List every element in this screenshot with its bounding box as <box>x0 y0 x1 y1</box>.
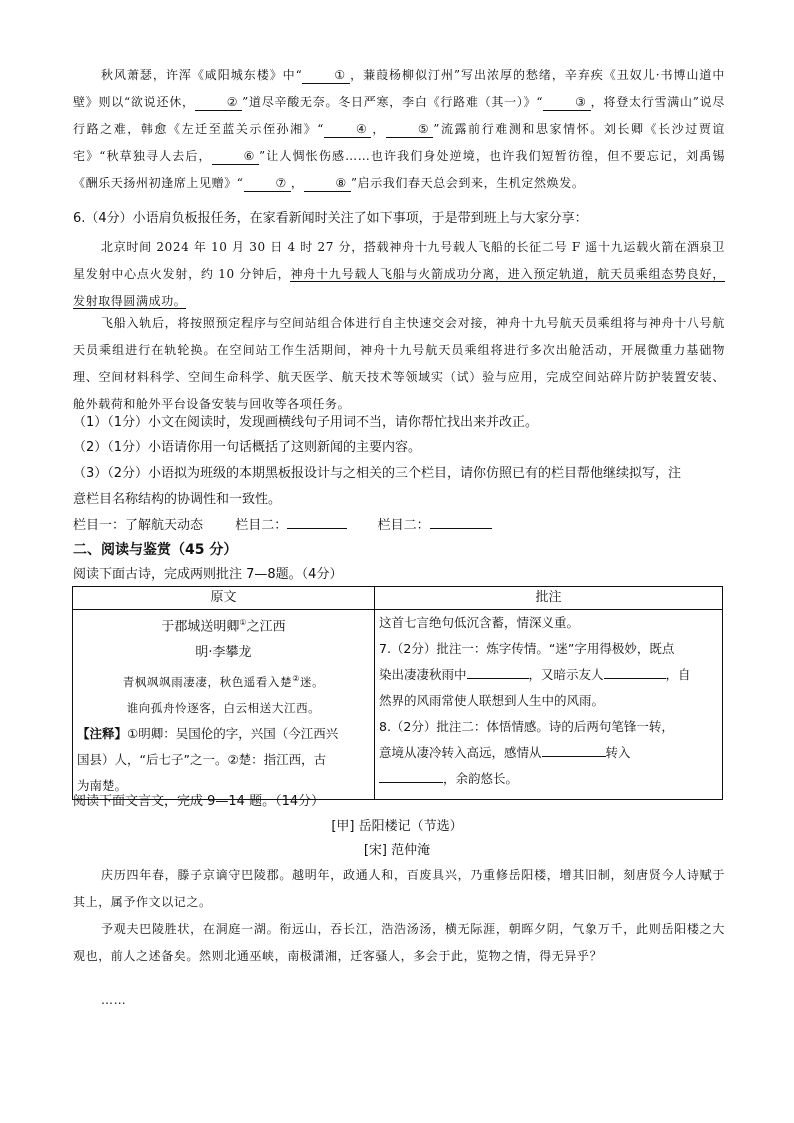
q6-sub-3b: 意栏目名称结构的协调性和一致性。 <box>73 492 282 507</box>
news-paragraph-1 <box>73 234 725 315</box>
news-paragraph-2: 飞船入轨后，将按照预定程序与空间站组合体进行自主快速交会对接，神舟十九号航天员乘组将与神舟十八号航天员乘组进行在轨轮换。在空间站工作生活期间，神舟十九号航天员乘组将进行多次出舱活动，开展微重力基础物理、空间材料科学、空间生命科学、航天医学、航天技术等领域实（试）验与应用，完成空间站碎片防护装置安装、舱外载荷和舱外平台设备安装与回收等各项任务。 <box>73 316 725 411</box>
text: ”启示我们春天总会到来，生机 <box>350 176 522 190</box>
column-2-blank[interactable] <box>287 514 347 529</box>
text: ， <box>371 122 386 136</box>
poem-cell <box>73 610 375 800</box>
column-1: 栏目一：了解航天动态 <box>73 518 204 533</box>
poem-title: 于郡城送明卿①之江西 <box>161 618 286 635</box>
blank-2[interactable]: ② <box>195 94 242 111</box>
text: 定然焕发。 <box>521 176 585 190</box>
poem-author: 明·李攀龙 <box>195 645 252 661</box>
q6-sub-3a: （3）（2分）小语拟为班级的本期黑板报设计与之相关的三个栏目，请你仿照已有的栏目帮他继续拟写，注 <box>73 466 682 481</box>
annotation-7-blanks: 染出凄凄秋雨中 ，又暗示友人 ，自 <box>379 662 718 688</box>
annotation-7: 7.（2分）批注一：炼字传情。“迷”字用得极妙，既点 <box>379 641 675 656</box>
text: ，蒹葭杨柳似汀州”写出浓厚的愁绪，辛弃疾《丑奴儿·书 <box>349 68 674 82</box>
text: ”流露前行难测和思家情怀。 <box>433 122 604 136</box>
blank-8a[interactable] <box>542 742 606 757</box>
blank-7a[interactable] <box>467 664 529 679</box>
prose-paragraph-2: 予观夫巴陵胜状，在洞庭一湖。衔远山，吞长江，浩浩汤汤，横无际涯，朝晖夕阴，气象万千，此则岳阳楼之大观也，前人之述备矣。然则北通巫峡，南极潇湘，迁客骚人，多会于此，览物之情，得无异乎？ <box>73 922 725 963</box>
column-3-blank[interactable] <box>430 514 492 529</box>
blank-4[interactable]: ④ <box>324 121 371 138</box>
text: 博山道中壁》则以“欲说还休， <box>73 68 725 109</box>
annotation-8: 8.（2分）批注二：体悟情感。诗的后两句笔锋一转， <box>379 719 674 734</box>
poem-intro: 阅读下面古诗，完成两则批注 7—8题。（4分） <box>73 567 343 582</box>
text: ”道尽辛酸无奈。冬日严寒，李白《行路难（其一）》“ <box>242 95 544 109</box>
table-header-annotation: 批注 <box>375 587 723 610</box>
table-header-original: 原文 <box>73 587 375 610</box>
section-2-heading: 二、阅读与鉴赏（45 分） <box>73 542 238 558</box>
text: 登太行雪满山”说尽行路之难，韩愈《左迁至蓝关示侄孙湘》“ <box>73 95 726 136</box>
prose-author: [宋] 范仲淹 <box>363 843 431 858</box>
blank-1[interactable]: ① <box>302 67 349 84</box>
column-row <box>73 514 492 533</box>
text: ”让人惆怅伤感……也许我们身处逆境，也许我们短暂 <box>259 149 568 163</box>
q6-sub-1: （1）（1分）小文在阅读时，发现画横线句子用词不当，请你帮忙找出来并改正。 <box>73 415 539 430</box>
prose-intro: 阅读下面文言文，完成 9—14 题。（14分） <box>73 794 325 809</box>
poem-note: 【注释】①明卿：吴国伦的字，兴国（今江西兴 国县）人，“后七子”之一。②楚：指江西，古 为南楚。 <box>77 726 339 794</box>
q6-sub-2: （2）（1分）小语请你用一句话概括了这则新闻的主要内容。 <box>73 440 422 455</box>
text: 秋风萧瑟，许浑《咸阳城东楼》中“ <box>101 68 303 82</box>
column-2-label: 栏目二： <box>235 518 288 533</box>
prose-ellipsis: …… <box>101 993 127 1007</box>
poem-table <box>72 586 723 800</box>
annotation-intro: 这首七言绝句低沉含蓄，情深义重。 <box>379 615 580 630</box>
annotation-8-end: ，余韵悠长。 <box>379 766 718 792</box>
blank-7[interactable]: ⑦ <box>244 175 291 192</box>
text: 北京时间 2024 年 10 月 30 日 4 时 27 分，搭载神舟十九号载人飞船的长征二号 F 遥十九运载火箭在酒 <box>101 240 700 254</box>
poem-line-1: 青枫飒飒雨凄凄，秋色遥看入楚②迷。 <box>122 674 325 690</box>
fill-in-paragraph <box>73 62 725 197</box>
text: 刘长卿《长沙过贾谊宅》“秋草独寻人去后， <box>73 122 726 163</box>
prose-paragraph-1: 庆历四年春，滕子京谪守巴陵郡。越明年，政通人和，百废具兴，乃重修岳阳楼，增其旧制，刻唐贤今人诗赋于其上，属予作文以记之。 <box>73 868 725 909</box>
poem-line-2: 谁向孤舟怜逐客，白云相送大江西。 <box>126 701 321 716</box>
column-3-label: 栏目二： <box>377 518 430 533</box>
annotation-8-blanks: 意境从凄冷转入高远，感情从 转入 <box>379 740 718 766</box>
text: 泉卫星发射中心点火发射，约 10 分钟后， <box>73 240 725 281</box>
underlined-sentence[interactable]: 神舟十九号载人飞船与火箭成功分离，进入预定轨道，航天员乘 <box>290 267 649 281</box>
annotation-7-end: 然界的风雨常使人联想到人生中的风雨。 <box>379 693 605 708</box>
question-6-stem: 6.（4分）小语肩负板报任务，在家看新闻时关注了如下事项，于是带到班上与大家分享： <box>73 211 588 226</box>
blank-6[interactable]: ⑥ <box>212 148 259 165</box>
blank-8b[interactable] <box>379 768 443 783</box>
prose-title: [甲] 岳阳楼记（节选） <box>331 819 463 834</box>
text: ， <box>290 176 304 190</box>
blank-8[interactable]: ⑧ <box>304 175 351 192</box>
blank-3[interactable]: ③ <box>543 94 590 111</box>
text: ，将 <box>590 95 617 109</box>
blank-7b[interactable] <box>604 664 666 679</box>
blank-5[interactable]: ⑤ <box>386 121 433 138</box>
annotation-cell <box>375 610 723 800</box>
underlined-sentence[interactable]: 组态势良好，发射取得圆满成功。 <box>73 267 725 308</box>
text: 彷徨，但不要忘记，刘禹锡《酬乐天扬州初逢席上见赠》“ <box>73 149 725 190</box>
